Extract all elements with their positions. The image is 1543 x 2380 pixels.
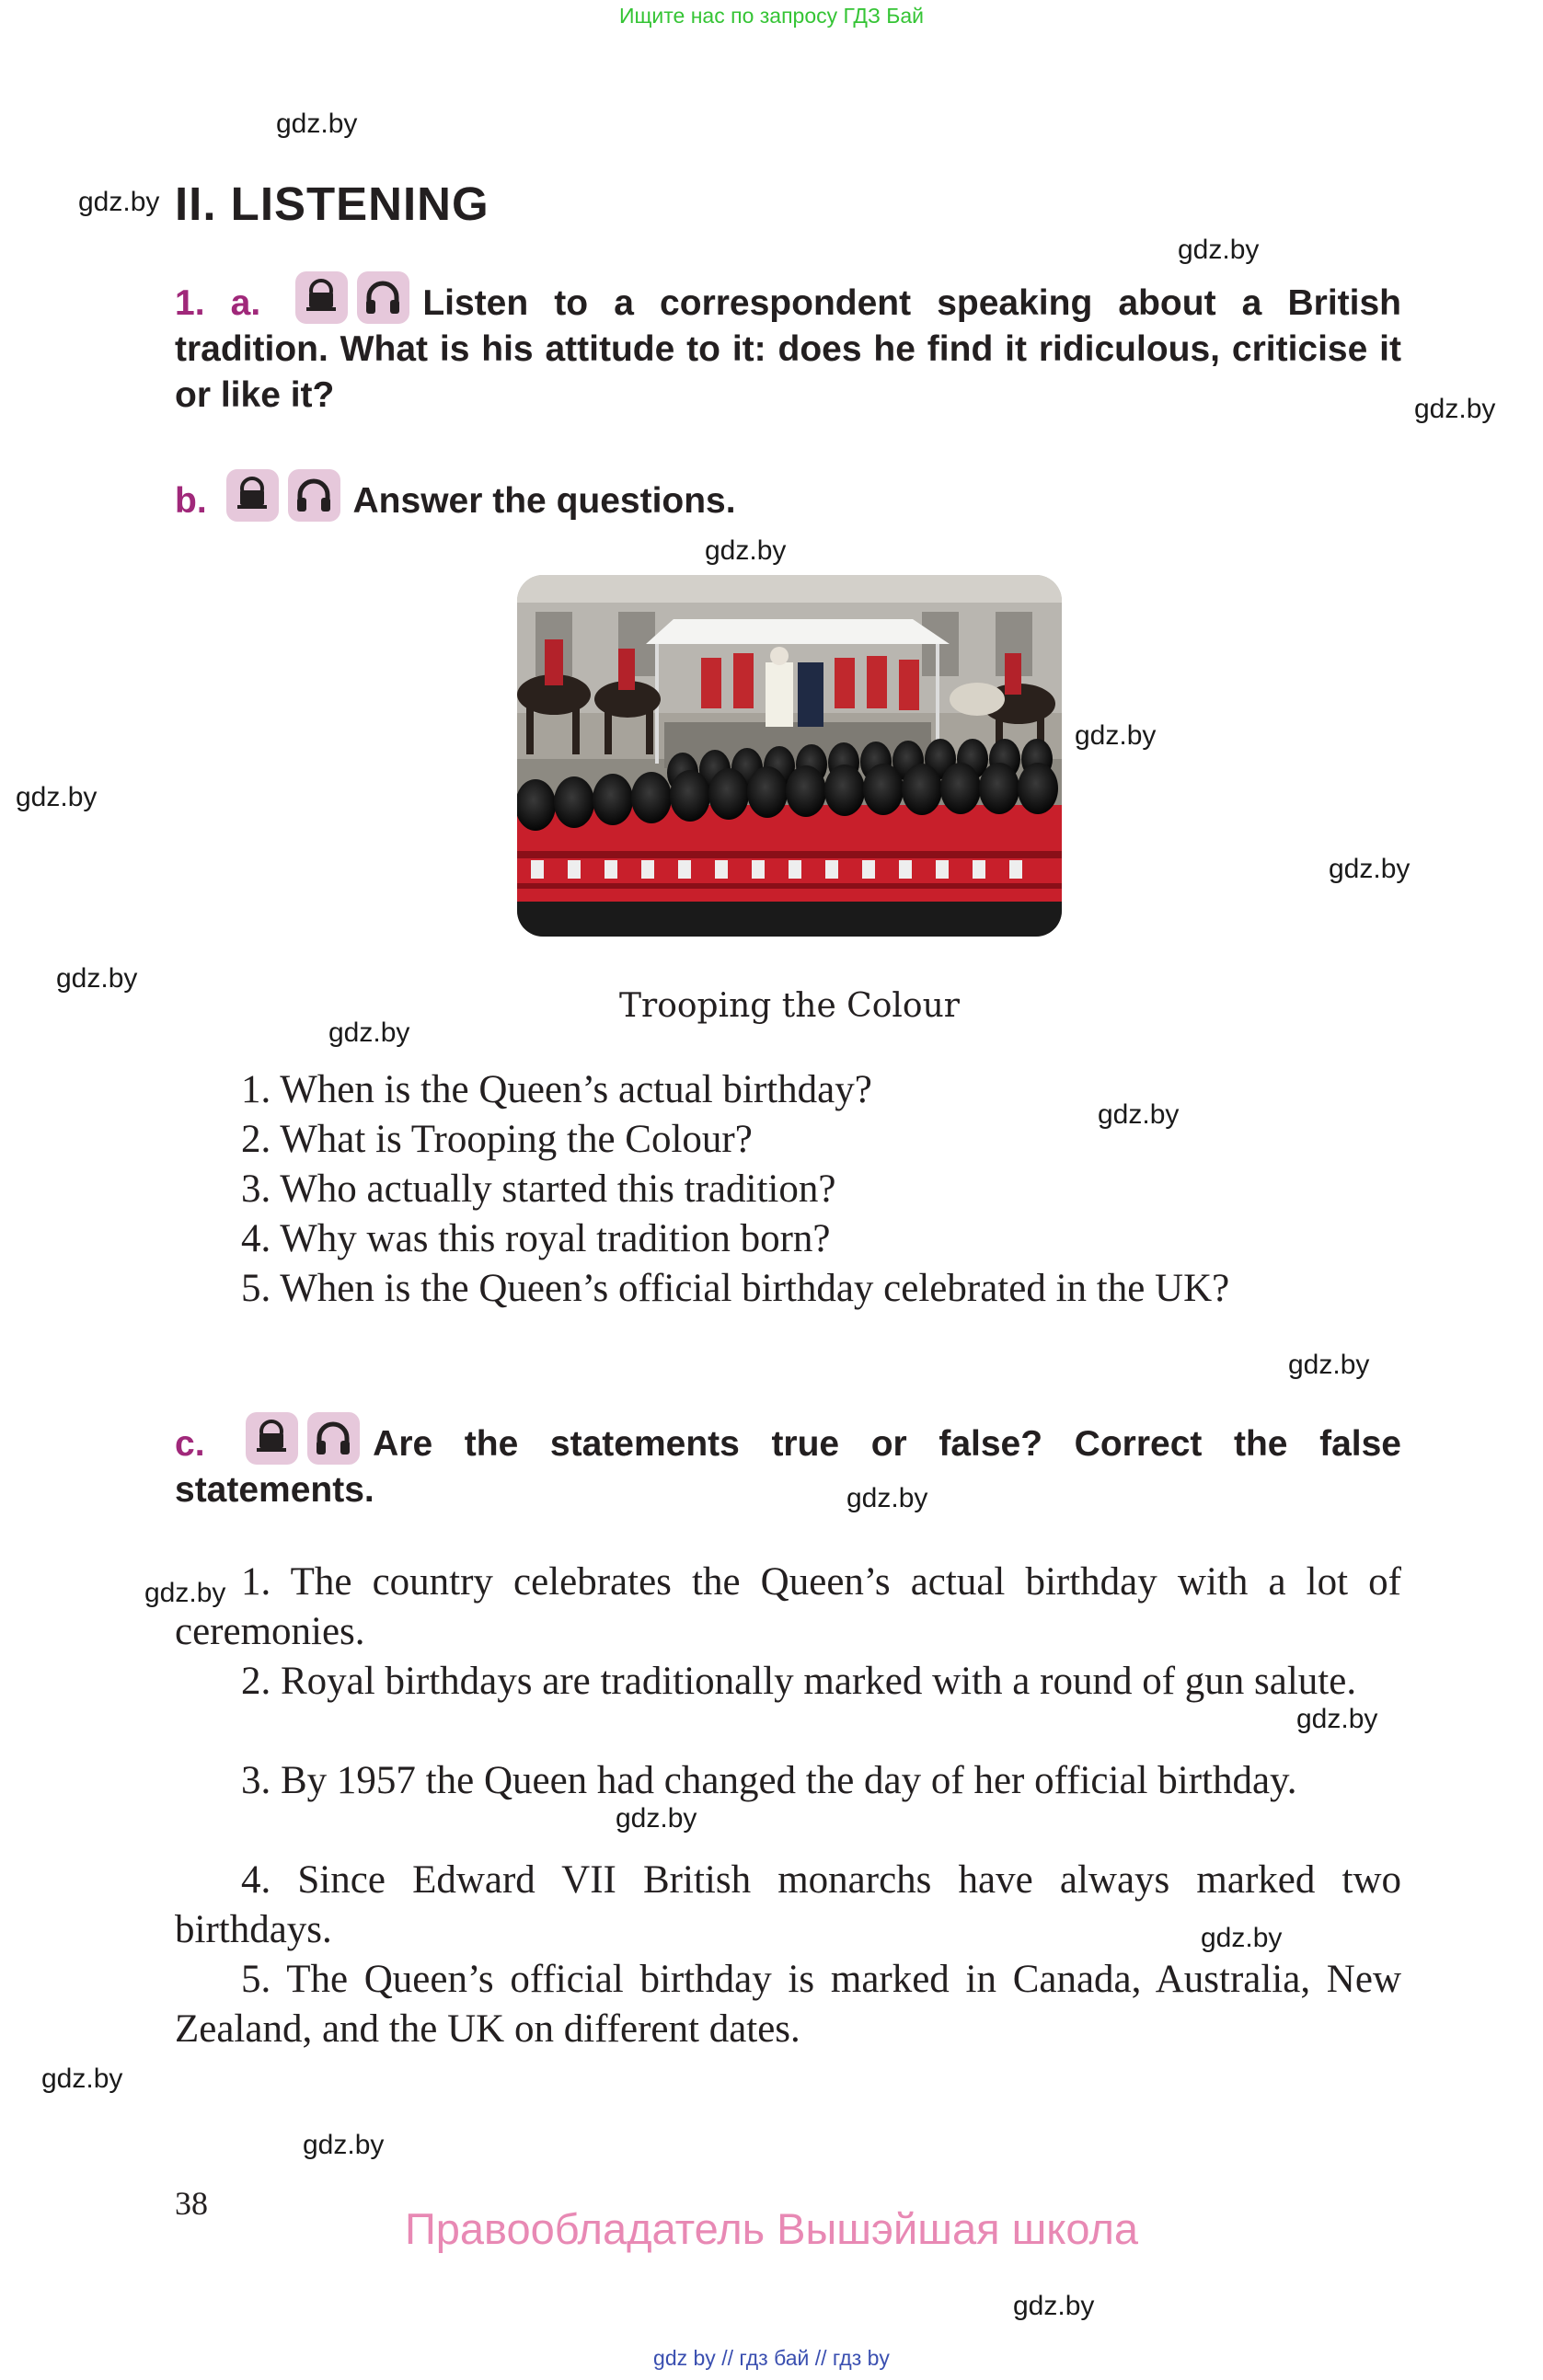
watermark: gdz.by (846, 1483, 928, 1513)
watermark: gdz.by (1288, 1350, 1370, 1380)
question-item: 5. When is the Queen’s official birthday celebrated in the UK? (241, 1267, 1230, 1310)
watermark: gdz.by (1329, 854, 1411, 884)
watermark: gdz.by (328, 1018, 410, 1048)
task-1a (175, 271, 1401, 419)
statement-item: 4. Since Edward VII British monarchs have always marked two birthdays. (175, 1858, 1401, 1951)
footer-links[interactable]: gdz by // гдз бай // гдз by (653, 2346, 890, 2370)
trooping-the-colour-photo (517, 575, 1062, 937)
watermark: gdz.by (303, 2130, 385, 2160)
headphones-icon[interactable] (288, 469, 340, 522)
watermark: gdz.by (1201, 1923, 1283, 1953)
task-1c (175, 1412, 1401, 1513)
computer-disc-icon[interactable] (295, 271, 348, 324)
headphones-icon[interactable] (307, 1412, 360, 1465)
computer-disc-icon[interactable] (246, 1412, 298, 1465)
statement-item: 5. The Queen’s official birthday is marked in Canada, Australia, New Zealand, and the UK on different dates. (175, 1958, 1401, 2051)
watermark: gdz.by (78, 187, 160, 217)
task-text: Answer the questions. (352, 481, 736, 521)
photo-caption: Trooping the Colour (618, 987, 960, 1025)
question-item: 2. What is Trooping the Colour? (241, 1118, 753, 1161)
page-number: 38 (175, 2185, 208, 2222)
watermark: gdz.by (16, 782, 98, 812)
task-label: c. (175, 1424, 205, 1464)
task-label: 1. a. (175, 283, 261, 323)
task-text: Listen to a correspondent speaking about a British tradition. What is his attitude to it: does he find it ridiculous, criticise it or like it? (175, 283, 1402, 415)
section-title: II. LISTENING (175, 178, 489, 230)
statement-item: 1. The country celebrates the Queen’s actual birthday with a lot of ceremonies. (175, 1560, 1401, 1653)
question-item: 4. Why was this royal tradition born? (241, 1217, 831, 1260)
rights-holder-notice: Правообладатель Вышэйшая школа (404, 2204, 1139, 2253)
watermark: gdz.by (1414, 394, 1496, 424)
watermark: gdz.by (56, 963, 138, 994)
task-label: b. (175, 481, 207, 521)
task-1b (175, 469, 1401, 524)
watermark: gdz.by (1075, 720, 1157, 751)
watermark: gdz.by (1013, 2291, 1095, 2321)
headphones-icon[interactable] (357, 271, 409, 324)
question-item: 3. Who actually started this tradition? (241, 1167, 836, 1211)
watermark: gdz.by (616, 1803, 697, 1834)
watermark: gdz.by (144, 1578, 226, 1608)
statement-item: 2. Royal birthdays are traditionally marked with a round of gun salute. (241, 1660, 1357, 1703)
top-banner: Ищите нас по запросу ГДЗ Бай (618, 4, 925, 28)
watermark: gdz.by (41, 2064, 123, 2094)
watermark: gdz.by (1296, 1704, 1378, 1734)
task-text: Are the statements true or false? Correct the false statements. (175, 1424, 1401, 1510)
watermark: gdz.by (1178, 235, 1260, 265)
computer-disc-icon[interactable] (226, 469, 279, 522)
watermark: gdz.by (705, 535, 787, 566)
watermark: gdz.by (276, 109, 358, 139)
question-item: 1. When is the Queen’s actual birthday? (241, 1068, 872, 1111)
watermark: gdz.by (1098, 1099, 1180, 1130)
statement-item: 3. By 1957 the Queen had changed the day of her official birthday. (241, 1759, 1297, 1802)
